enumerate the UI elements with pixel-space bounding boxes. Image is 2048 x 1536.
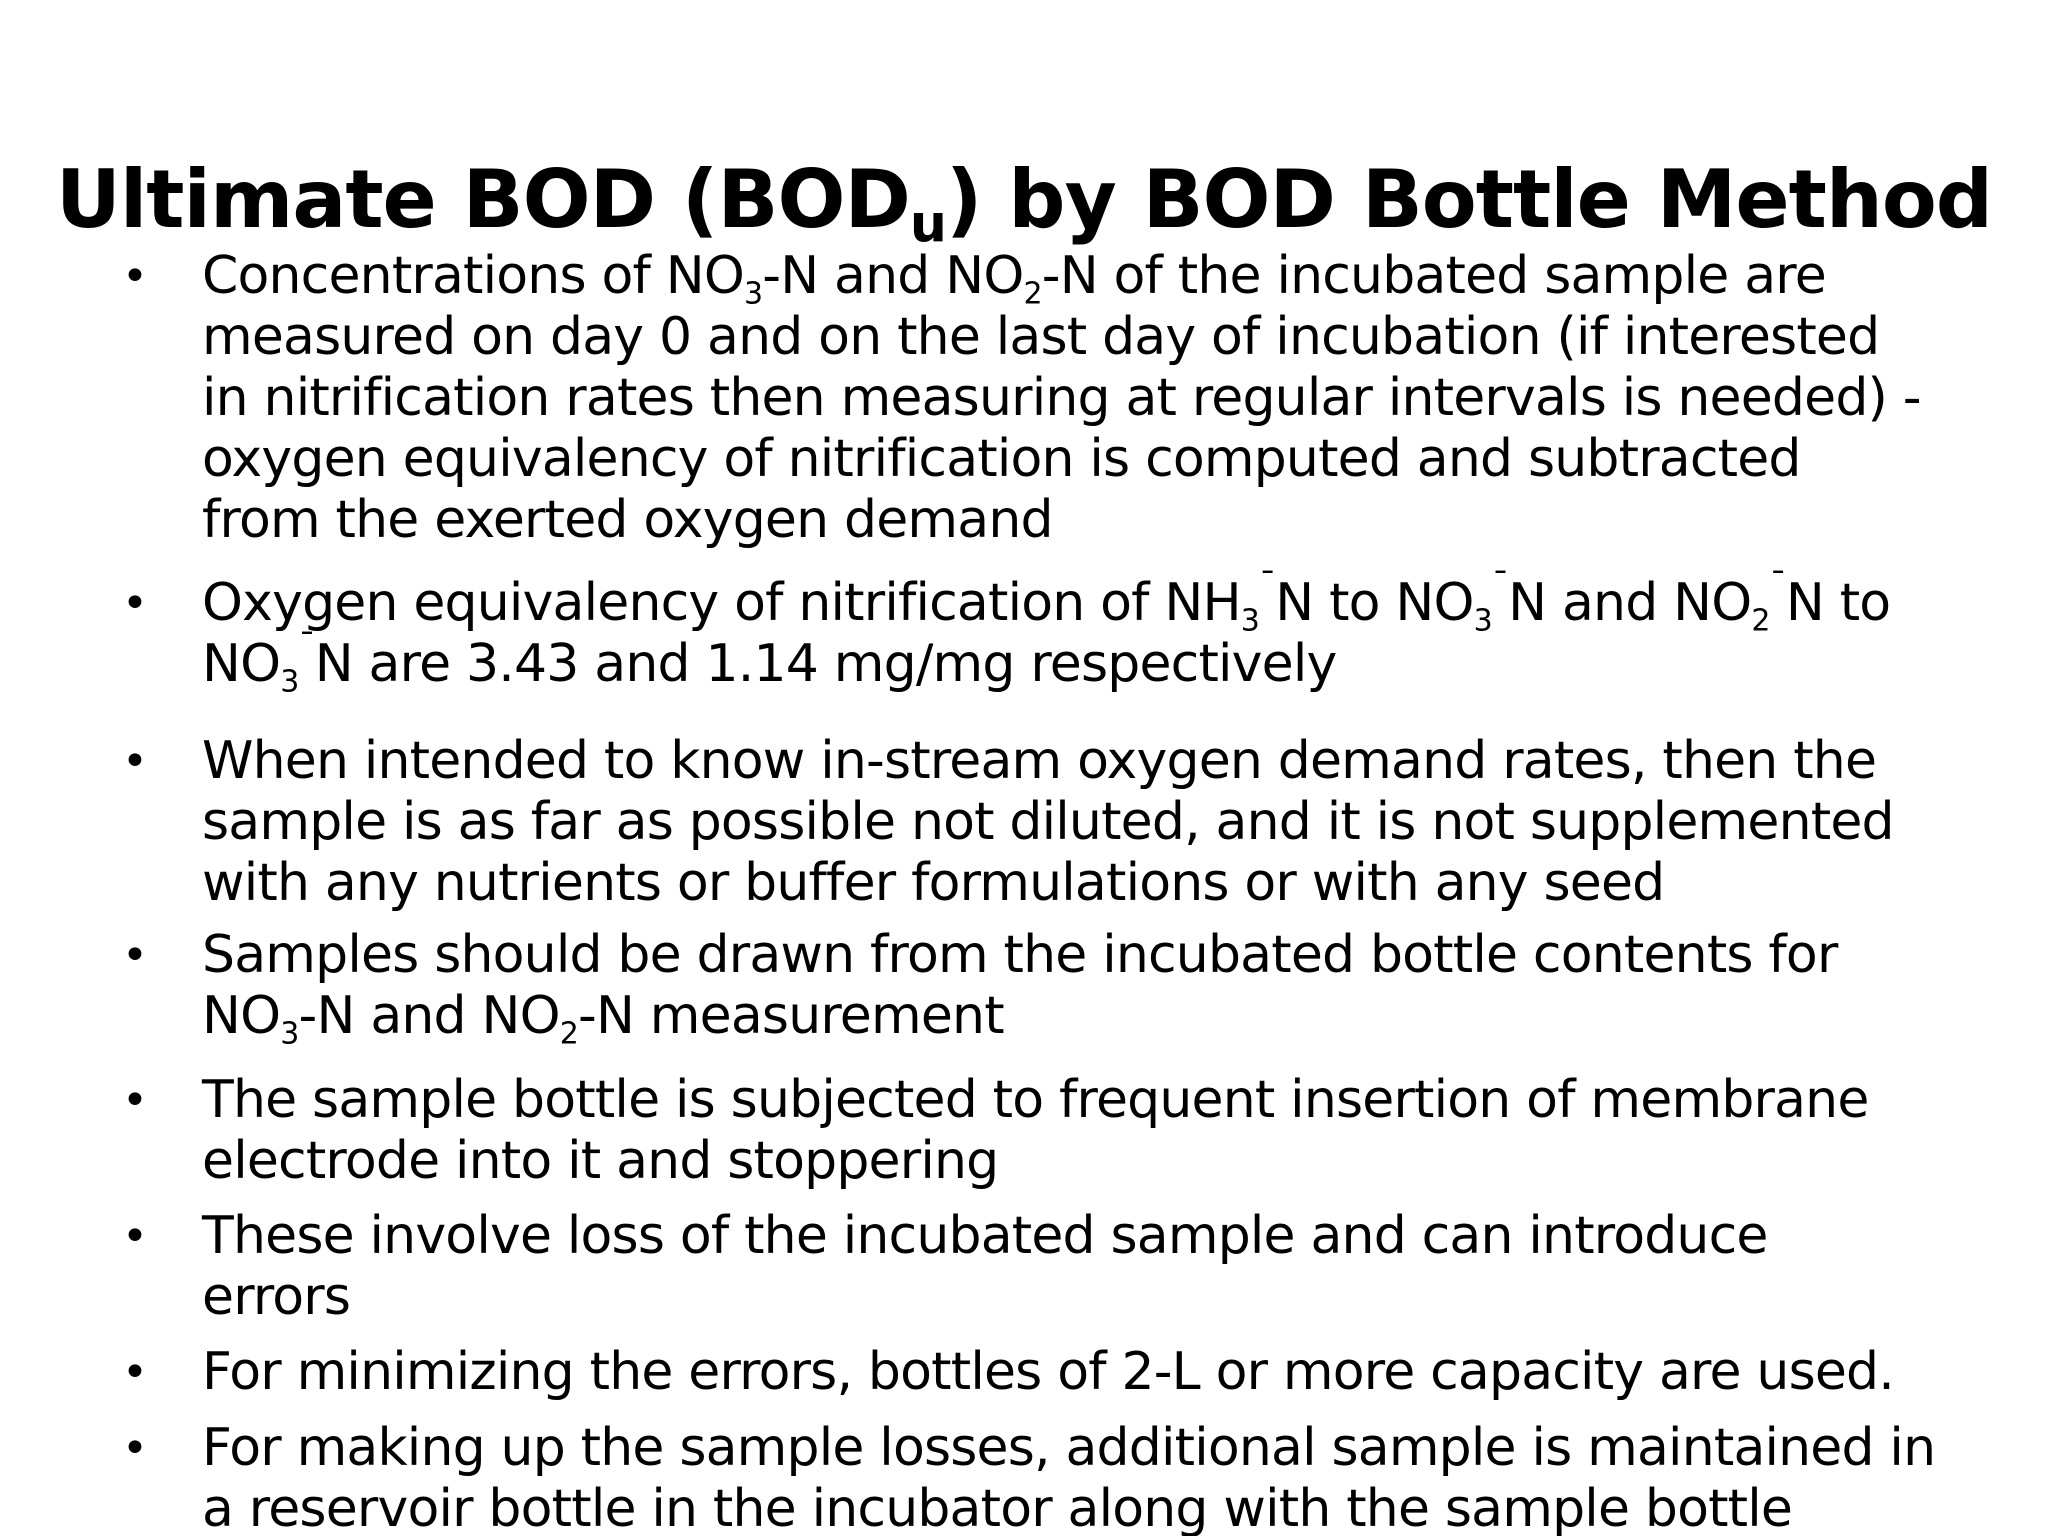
bullet-line: For minimizing the errors, bottles of 2-L or more capacity are used. xyxy=(202,1342,1894,1402)
bullet-item xyxy=(122,925,1962,1052)
text: N to xyxy=(1785,573,1891,633)
subscript: 3 xyxy=(1240,603,1260,639)
bullet-line xyxy=(202,986,1962,1052)
subscript: 3 xyxy=(280,1016,299,1052)
text: NO xyxy=(202,634,281,694)
superscript: ¯ xyxy=(1491,565,1509,606)
subscript: 2 xyxy=(559,1016,579,1052)
title-subscript: u xyxy=(909,194,946,255)
bullet-item xyxy=(122,1070,1962,1192)
superscript: ¯ xyxy=(1259,565,1276,606)
text: Concentrations of NO xyxy=(202,246,744,306)
text: -N and NO xyxy=(762,246,1024,306)
bullet-icon: • xyxy=(122,736,148,787)
bullet-line: Samples should be drawn from the incubated bottle contents for xyxy=(202,925,1838,985)
subscript: 3 xyxy=(743,276,763,312)
bullet-line: sample is as far as possible not diluted, and it is not supplemented xyxy=(202,792,1894,852)
bullet-line: When intended to know in-stream oxygen demand rates, then the xyxy=(202,731,1877,791)
bullet-icon: • xyxy=(122,1347,148,1398)
bullet-icon: • xyxy=(122,251,148,302)
bullet-icon: • xyxy=(122,930,148,981)
bullet-line xyxy=(202,246,1962,312)
subscript: 2 xyxy=(1023,276,1042,312)
bullet-icon: • xyxy=(122,578,148,629)
bullet-item xyxy=(122,246,1962,551)
bullet-icon: • xyxy=(122,1423,148,1474)
bullet-line: errors xyxy=(202,1267,351,1327)
title-text: Ultimate BOD (BOD xyxy=(55,152,910,246)
text: -N and NO xyxy=(298,986,560,1046)
text: N are 3.43 and 1.14 mg/mg respectively xyxy=(314,634,1337,694)
text: Oxygen equivalency of nitrification of NH xyxy=(202,573,1241,633)
bullet-item xyxy=(122,565,1962,700)
bullet-line: with any nutrients or buffer formulations or with any seed xyxy=(202,853,1665,913)
bullet-line: These involve loss of the incubated sample and can introduce xyxy=(202,1206,1768,1266)
title-text-rest: ) by BOD Bottle Method xyxy=(945,152,1993,246)
bullet-icon: • xyxy=(122,1211,148,1262)
bullet-line: electrode into it and stoppering xyxy=(202,1131,999,1191)
text: N to NO xyxy=(1275,573,1474,633)
text: N and NO xyxy=(1508,573,1752,633)
text: -N measurement xyxy=(578,986,1004,1046)
text: -N of the incubated sample are xyxy=(1041,246,1826,306)
superscript: ¯ xyxy=(1769,565,1786,606)
bullet-line: The sample bottle is subjected to frequent insertion of membrane xyxy=(202,1070,1869,1130)
bullet-item xyxy=(122,731,1962,914)
bullet-line: a reservoir bottle in the incubator along with the sample bottle xyxy=(202,1479,1793,1536)
bullet-item xyxy=(122,1342,1962,1403)
subscript: 3 xyxy=(1473,603,1492,639)
bullet-item xyxy=(122,1206,1962,1328)
bullet-line: For making up the sample losses, additional sample is maintained in xyxy=(202,1418,1936,1478)
bullet-line: oxygen equivalency of nitrification is computed and subtracted xyxy=(202,429,1801,489)
subscript: 3 xyxy=(280,664,299,700)
bullet-line: from the exerted oxygen demand xyxy=(202,490,1053,550)
bullet-line: in nitrification rates then measuring at regular intervals is needed) - xyxy=(202,368,1921,428)
bullet-line xyxy=(202,565,1962,639)
bullet-line: measured on day 0 and on the last day of incubation (if interested xyxy=(202,307,1880,367)
superscript: ¯ xyxy=(298,626,315,667)
bullet-line xyxy=(202,626,1962,700)
subscript: 2 xyxy=(1751,603,1770,639)
bullet-icon: • xyxy=(122,1075,148,1126)
bullet-item xyxy=(122,1418,1962,1536)
text: NO xyxy=(202,986,281,1046)
